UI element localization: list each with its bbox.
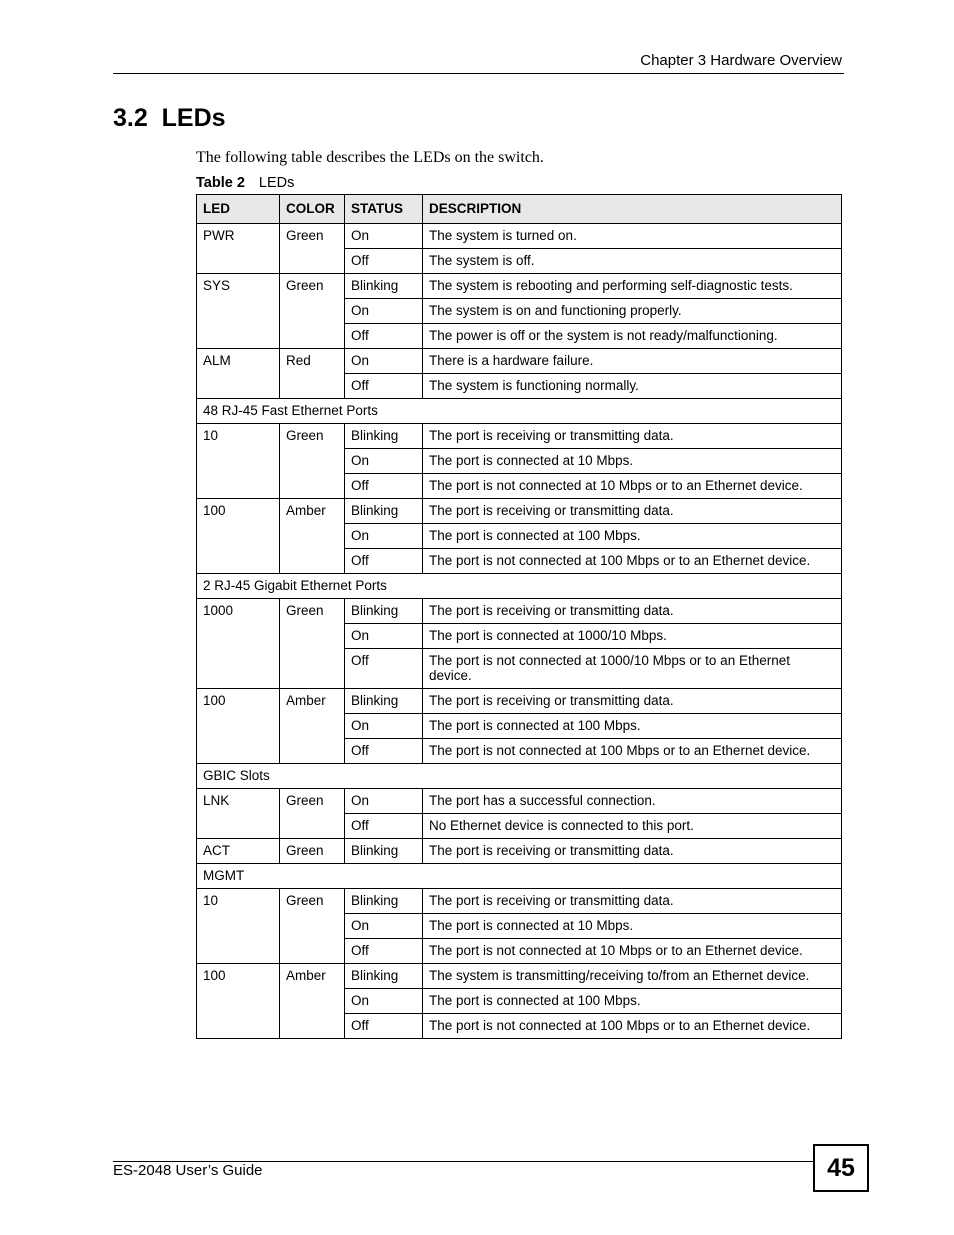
color-cell: Green [280,424,345,499]
description-cell: The port is connected at 1000/10 Mbps. [423,624,842,649]
table-row [197,424,842,449]
status-cell: Blinking [345,839,423,864]
table-group-row [197,864,842,889]
status-cell: On [345,299,423,324]
description-cell: The system is on and functioning properly. [423,299,842,324]
description-cell: The port is not connected at 10 Mbps or to an Ethernet device. [423,474,842,499]
table-row [197,499,842,524]
status-cell: Blinking [345,424,423,449]
status-cell: Off [345,649,423,689]
status-cell: On [345,349,423,374]
description-cell: The port is not connected at 10 Mbps or to an Ethernet device. [423,939,842,964]
column-header-color: COLOR [280,195,345,224]
description-cell: There is a hardware failure. [423,349,842,374]
led-cell: 100 [197,689,280,764]
description-cell: The port is not connected at 100 Mbps or to an Ethernet device. [423,549,842,574]
status-cell: On [345,449,423,474]
table-header-row [197,195,842,224]
status-cell: Off [345,549,423,574]
description-cell: The port is connected at 100 Mbps. [423,524,842,549]
group-label: 48 RJ-45 Fast Ethernet Ports [197,399,842,424]
column-header-description: DESCRIPTION [423,195,842,224]
description-cell: The port is receiving or transmitting data. [423,599,842,624]
status-cell: Blinking [345,964,423,989]
color-cell: Amber [280,499,345,574]
group-label: GBIC Slots [197,764,842,789]
table-caption-label: Table 2 [196,175,245,191]
description-cell: The power is off or the system is not ready/malfunctioning. [423,324,842,349]
status-cell: Blinking [345,274,423,299]
color-cell: Green [280,789,345,839]
description-cell: The port is connected at 100 Mbps. [423,714,842,739]
description-cell: The port is connected at 10 Mbps. [423,914,842,939]
description-cell: The port is not connected at 1000/10 Mbps or to an Ethernet device. [423,649,842,689]
led-cell: ACT [197,839,280,864]
description-cell: The port is not connected at 100 Mbps or to an Ethernet device. [423,739,842,764]
status-cell: On [345,914,423,939]
status-cell: On [345,989,423,1014]
description-cell: The port is receiving or transmitting data. [423,499,842,524]
table-group-row [197,399,842,424]
led-table [196,194,842,1039]
color-cell: Red [280,349,345,399]
table-row [197,839,842,864]
header-rule [113,73,844,74]
description-cell: The port is connected at 100 Mbps. [423,989,842,1014]
led-cell: 10 [197,424,280,499]
guide-title: ES-2048 User’s Guide [113,1162,263,1179]
table-body [197,224,842,1039]
color-cell: Green [280,224,345,274]
description-cell: No Ethernet device is connected to this port. [423,814,842,839]
status-cell: Off [345,374,423,399]
color-cell: Green [280,839,345,864]
description-cell: The port is receiving or transmitting data. [423,689,842,714]
led-cell: ALM [197,349,280,399]
description-cell: The port has a successful connection. [423,789,842,814]
status-cell: Blinking [345,599,423,624]
table-group-row [197,574,842,599]
status-cell: On [345,224,423,249]
intro-paragraph: The following table describes the LEDs on the switch. [196,149,544,166]
table-row [197,224,842,249]
status-cell: Blinking [345,889,423,914]
led-cell: SYS [197,274,280,349]
color-cell: Amber [280,964,345,1039]
status-cell: Off [345,1014,423,1039]
table-row [197,964,842,989]
status-cell: On [345,624,423,649]
status-cell: Off [345,324,423,349]
status-cell: On [345,714,423,739]
led-cell: LNK [197,789,280,839]
status-cell: Off [345,474,423,499]
status-cell: Off [345,814,423,839]
led-cell: PWR [197,224,280,274]
color-cell: Green [280,889,345,964]
table-row [197,789,842,814]
group-label: 2 RJ-45 Gigabit Ethernet Ports [197,574,842,599]
status-cell: Off [345,939,423,964]
color-cell: Green [280,599,345,689]
table-row [197,599,842,624]
status-cell: On [345,789,423,814]
page-number: 45 [813,1144,869,1192]
led-cell: 100 [197,964,280,1039]
section-title: 3.2 LEDs [113,104,226,132]
color-cell: Green [280,274,345,349]
table-caption-title: LEDs [258,175,295,191]
description-cell: The port is receiving or transmitting data. [423,839,842,864]
description-cell: The port is receiving or transmitting data. [423,424,842,449]
table-row [197,889,842,914]
description-cell: The system is rebooting and performing self-diagnostic tests. [423,274,842,299]
led-cell: 100 [197,499,280,574]
table-group-row [197,764,842,789]
description-cell: The port is connected at 10 Mbps. [423,449,842,474]
description-cell: The port is not connected at 100 Mbps or to an Ethernet device. [423,1014,842,1039]
status-cell: Blinking [345,689,423,714]
description-cell: The system is transmitting/receiving to/from an Ethernet device. [423,964,842,989]
column-header-status: STATUS [345,195,423,224]
description-cell: The system is off. [423,249,842,274]
table-caption [196,175,294,191]
description-cell: The port is receiving or transmitting data. [423,889,842,914]
table-row [197,274,842,299]
table-row [197,349,842,374]
status-cell: Blinking [345,499,423,524]
led-cell: 10 [197,889,280,964]
status-cell: On [345,524,423,549]
running-header: Chapter 3 Hardware Overview [640,52,842,69]
color-cell: Amber [280,689,345,764]
status-cell: Off [345,739,423,764]
status-cell: Off [345,249,423,274]
led-cell: 1000 [197,599,280,689]
column-header-led: LED [197,195,280,224]
group-label: MGMT [197,864,842,889]
description-cell: The system is functioning normally. [423,374,842,399]
description-cell: The system is turned on. [423,224,842,249]
table-row [197,689,842,714]
